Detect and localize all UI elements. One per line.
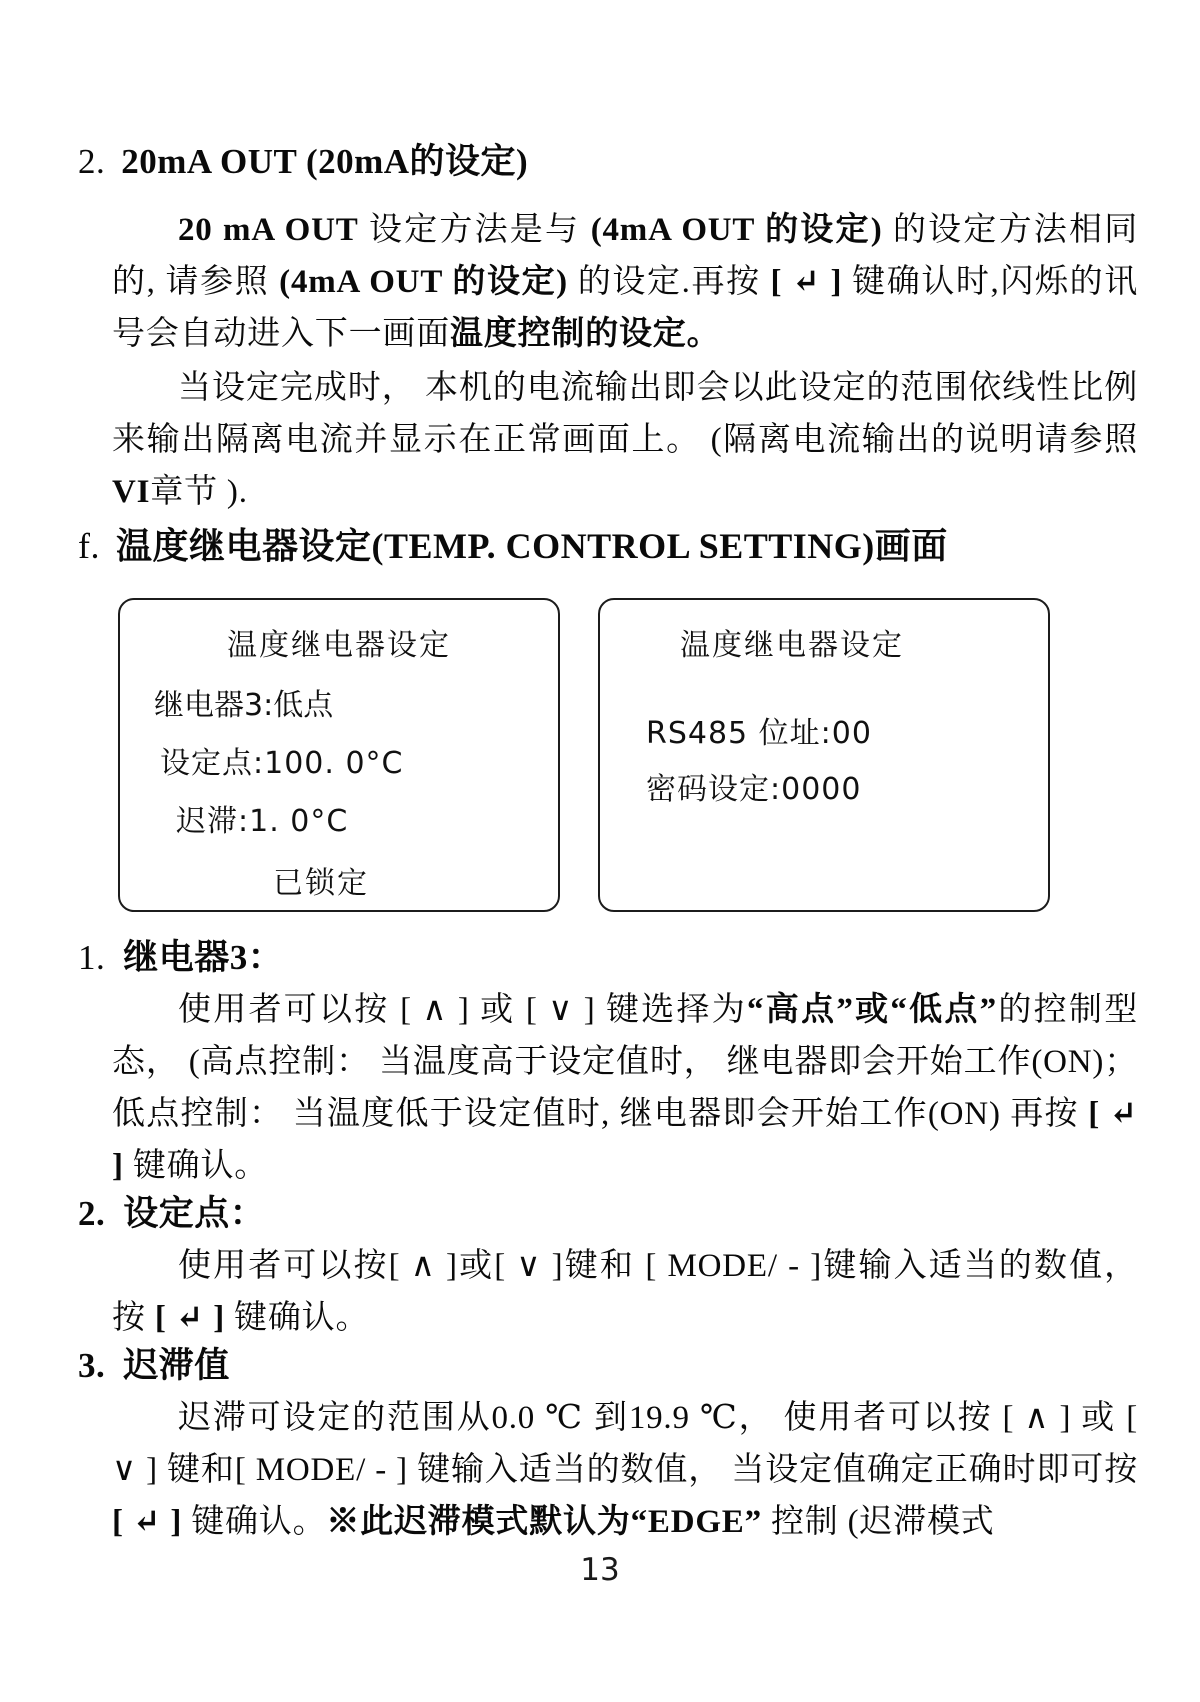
lcd-screen-relay-settings — [118, 598, 560, 912]
item1-heading — [78, 936, 1138, 980]
lcd-line-locked: 已锁定 — [273, 866, 369, 901]
lcd-screens-row — [118, 598, 1138, 912]
item2-heading — [78, 1192, 1138, 1236]
item3-number: 3. — [78, 1346, 106, 1385]
item2-number: 2. — [78, 1194, 106, 1233]
para-20ma-output: 当设定完成时， 本机的电流输出即会以此设定的范围依线性比例来输出隔离电流并显示在正常画面上。 (隔离电流输出的说明请参照VI章节 ). — [112, 370, 1138, 510]
item3-title: 迟滞值 — [123, 1346, 230, 1385]
lcd-line-rs485-address: RS485 位址:00 — [646, 716, 872, 751]
item2-paragraph: 使用者可以按[ ∧ ]或[ ∨ ]键和 [ MODE/ - ]键输入适当的数值， 按 [ ↵ ] 键确认。 — [112, 1248, 1138, 1336]
para-20ma-method: 20 mA OUT 设定方法是与 (4mA OUT 的设定) 的设定方法相同的, 请参照 (4mA OUT 的设定) 的设定.再按 [ ↵ ] 键确认时,闪烁的讯号会自动进入下一画面温度控制的设定。 — [112, 212, 1139, 352]
section-20ma-heading — [78, 140, 1138, 184]
item1-number: 1. — [78, 938, 106, 977]
section-temp-control-number: f. — [78, 526, 100, 566]
lcd-screen-title: 温度继电器设定 — [227, 628, 451, 663]
lcd-screen-rs485-settings — [598, 598, 1050, 912]
section-temp-control-title: 温度继电器设定(TEMP. CONTROL SETTING)画面 — [116, 526, 948, 566]
lcd-line-relay3: 继电器3:低点 — [154, 688, 334, 723]
lcd-line-setpoint: 设定点:100. 0°C — [160, 746, 404, 781]
lcd-line-hysteresis: 迟滞:1. 0°C — [176, 804, 349, 839]
page-number: 13 — [580, 1552, 620, 1588]
item2-title: 设定点： — [123, 1194, 266, 1233]
item1-title: 继电器3： — [123, 938, 284, 977]
section-20ma-number: 2. — [78, 142, 106, 181]
lcd-line-password: 密码设定:0000 — [646, 772, 862, 807]
item1-paragraph: 使用者可以按 [ ∧ ] 或 [ ∨ ] 键选择为“高点”或“低点”的控制型态， (高点控制： 当温度高于设定值时， 继电器即会开始工作(ON)； 低点控制： 当温度低于设定值时, 继电器即会开始工作(ON) 再按 [ ↵ ] 键确认。 — [112, 992, 1139, 1184]
item3-paragraph: 迟滞可设定的范围从0.0 ℃ 到19.9 ℃， 使用者可以按 [ ∧ ] 或 [ ∨ ] 键和[ MODE/ - ] 键输入适当的数值， 当设定值确定正确时即可按 [ ↵ ] 键确认。※此迟滞模式默认为“EDGE” 控制 (迟滞模式 — [112, 1400, 1138, 1540]
section-20ma-title: 20mA OUT (20mA的设定) — [121, 142, 529, 181]
section-temp-control-heading — [78, 524, 1138, 568]
item3-heading — [78, 1344, 1138, 1388]
lcd-screen-title: 温度继电器设定 — [680, 628, 904, 663]
